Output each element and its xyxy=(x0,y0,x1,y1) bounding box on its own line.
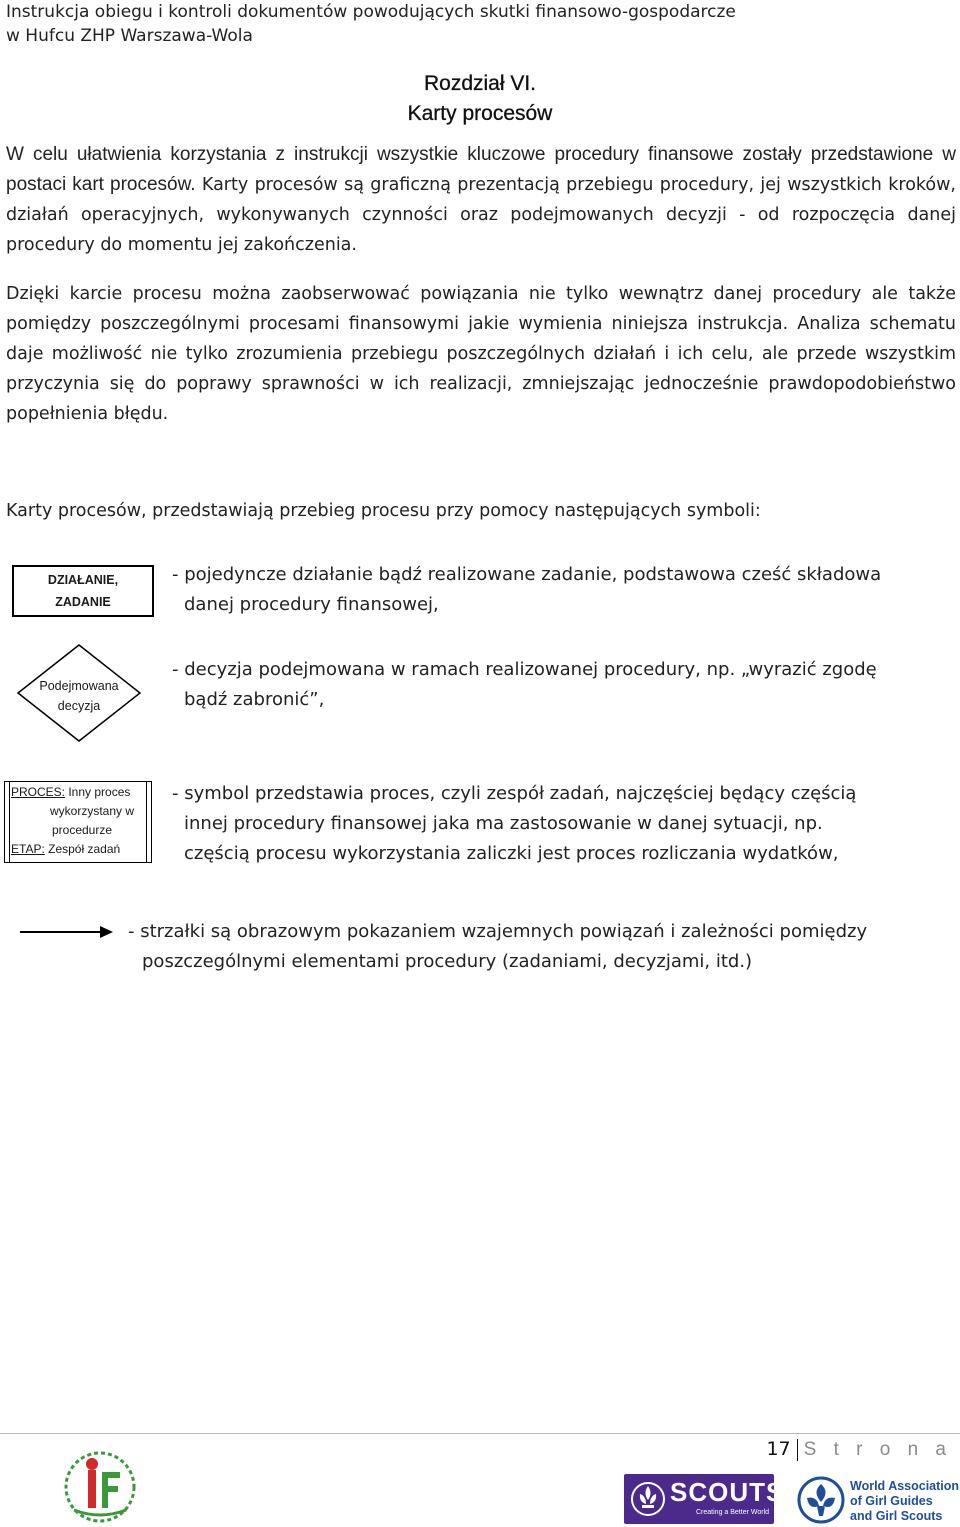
process-description xyxy=(172,779,856,869)
action-box-line-1: DZIAŁANIE, xyxy=(47,573,119,587)
arrow-desc-line-2: poszczególnymi elementami procedury (zadaniami, decyzjami, itd.) xyxy=(142,951,753,972)
paragraph-intro xyxy=(6,140,956,260)
decision-description xyxy=(172,655,877,715)
action-desc-line-2: danej procedury finansowej, xyxy=(184,594,439,615)
hufiec-logo-icon xyxy=(58,1448,142,1526)
wagggs-line-3: and Girl Scouts xyxy=(850,1509,943,1523)
process-desc-line-2: innej procedury finansowej jaka ma zastosowanie w danej sytuacji, np. xyxy=(184,813,823,834)
etap-label: ETAP: xyxy=(11,842,45,856)
scouts-logo-tagline: Creating a Better World xyxy=(696,1509,770,1516)
wagggs-line-2: of Girl Guides xyxy=(850,1494,933,1508)
paragraph-intro-start: W celu ułatwienia korzystania z instrukcji wszystkie kluczowe procedury finansowe zostały przedstawione w postaci kart procesów. xyxy=(6,144,956,195)
process-box-content xyxy=(11,783,143,859)
paragraph-symbols-intro: Karty procesów, przedstawiają przebieg procesu przy pomocy następujących symboli: xyxy=(6,501,761,521)
action-desc-line-1: - pojedyncze działanie bądź realizowane zadanie, podstawowa cześć składowa xyxy=(172,564,882,585)
fleur-de-lis-icon xyxy=(630,1480,666,1518)
action-box-line-2: ZADANIE xyxy=(55,595,111,609)
footer-divider xyxy=(0,1433,960,1434)
arrow-symbol xyxy=(20,924,114,940)
page-word: S t r o n a xyxy=(803,1439,952,1460)
process-symbol-box xyxy=(4,781,152,863)
etap-text: Zespół zadań xyxy=(44,842,121,856)
chapter-number: Rozdział VI. xyxy=(423,72,537,95)
wagggs-logo-text xyxy=(850,1479,959,1524)
paragraph-intro-rest: Karty procesów są graficzną prezentacją przebiegu procedury, jej wszystkich kroków, działań operacyjnych, wykonywanych czynności oraz podejmowanych decyzji - od rozpoczęcia danej procedury do momentu jej zakończenia. xyxy=(6,175,956,255)
process-desc-line-1: - symbol przedstawia proces, czyli zespół zadań, najczęściej będący częścią xyxy=(172,783,857,804)
process-box-left-bar xyxy=(9,782,10,862)
process-text-3: procedurze xyxy=(51,823,113,837)
page-number-block xyxy=(766,1438,952,1461)
chapter-title: Karty procesów xyxy=(407,102,553,125)
wagggs-trefoil-icon xyxy=(797,1476,845,1524)
wagggs-line-1: World Association xyxy=(850,1479,960,1493)
process-desc-line-3: częścią procesu wykorzystania zaliczki jest proces rozliczania wydatków, xyxy=(184,843,839,864)
scouts-logo xyxy=(624,1474,785,1524)
decision-desc-line-1: - decyzja podejmowana w ramach realizowanej procedury, np. „wyrazić zgodę xyxy=(172,659,877,680)
arrow-head-icon xyxy=(100,926,113,938)
page-number-separator xyxy=(797,1439,798,1461)
page-number: 17 xyxy=(766,1438,791,1460)
process-label: PROCES: xyxy=(11,785,66,799)
document-header xyxy=(6,0,736,48)
process-text-2: wykorzystany w xyxy=(49,804,135,818)
header-line-2: w Hufcu ZHP Warszawa-Wola xyxy=(6,26,253,46)
process-box-right-bar xyxy=(146,782,147,862)
decision-box-line-1: Podejmowana xyxy=(39,679,119,693)
header-line-1: Instrukcja obiegu i kontroli dokumentów powodujących skutki finansowo-gospodarcze xyxy=(6,2,736,22)
decision-desc-line-2: bądź zabronić”, xyxy=(184,689,325,710)
arrow-desc-line-1: - strzałki są obrazowym pokazaniem wzajemnych powiązań i zależności pomiędzy xyxy=(128,921,868,942)
paragraph-benefits: Dzięki karcie procesu można zaobserwować powiązania nie tylko wewnątrz danej procedury ale także pomiędzy poszczególnymi procesami finansowymi jakie wymienia niniejsza instrukcja. Analiza schematu daje możliwość nie tylko zrozumienia przebiegu poszczególnych działań i ich celu, ale przede wszystkim przyczynia się do poprawy sprawności w ich realizacji, zmniejszając jednocześnie prawdopodobieństwo popełnienia błędu. xyxy=(6,284,956,424)
process-text-1: Inny proces xyxy=(65,785,131,799)
action-description xyxy=(172,560,881,620)
scouts-logo-text: SCOUTS xyxy=(670,1477,785,1507)
decision-diamond-label xyxy=(16,676,142,716)
decision-box-line-2: decyzja xyxy=(57,699,101,713)
action-symbol-box xyxy=(12,565,154,617)
arrow-description xyxy=(128,917,867,977)
